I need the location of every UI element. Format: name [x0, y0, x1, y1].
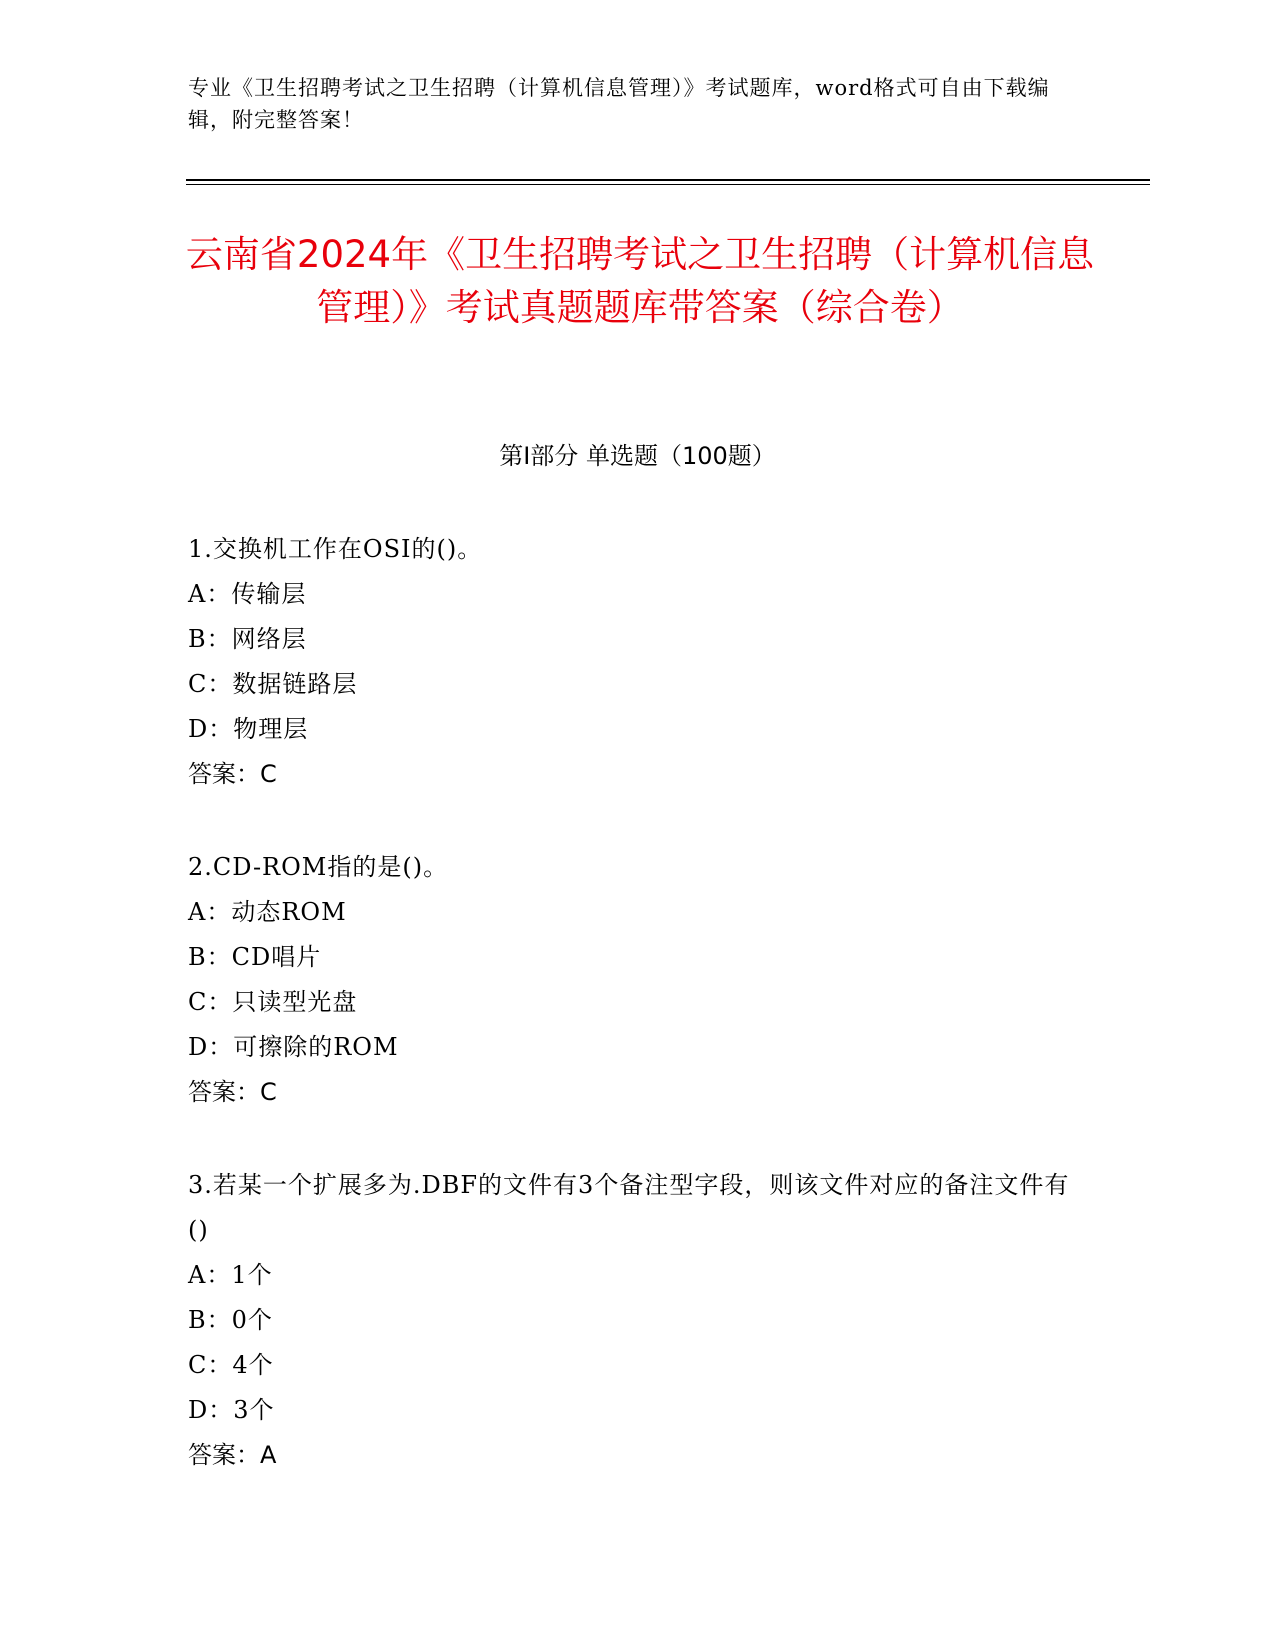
- header-divider-thick: [186, 179, 1150, 181]
- section-heading: 第Ⅰ部分 单选题（100题）: [499, 442, 776, 470]
- question-3: [188, 1163, 1088, 1478]
- answer: 答案：A: [188, 1441, 277, 1469]
- option-a: A：动态ROM: [188, 898, 347, 926]
- question-stem: 3.若某一个扩展多为.DBF的文件有3个备注型字段，则该文件对应的备注文件有(): [188, 1171, 1070, 1244]
- option-c: C：4个: [188, 1351, 274, 1379]
- option-a: A：传输层: [188, 580, 307, 608]
- option-d: D：物理层: [188, 715, 309, 743]
- header-divider-thin: [186, 184, 1150, 185]
- option-c: C：只读型光盘: [188, 988, 358, 1016]
- option-b: B：0个: [188, 1306, 273, 1334]
- option-c: C：数据链路层: [188, 670, 358, 698]
- option-b: B：CD唱片: [188, 943, 322, 971]
- option-a: A：1个: [188, 1261, 273, 1289]
- question-1: [188, 527, 1088, 797]
- question-stem: 1.交换机工作在OSI的()。: [188, 535, 483, 563]
- answer: 答案：C: [188, 1078, 277, 1106]
- option-b: B：网络层: [188, 625, 307, 653]
- question-2: [188, 845, 1088, 1115]
- document-title: 云南省2024年《卫生招聘考试之卫生招聘（计算机信息管理）》考试真题题库带答案（综合卷）: [185, 233, 1095, 329]
- option-d: D：可擦除的ROM: [188, 1033, 399, 1061]
- header-note: 专业《卫生招聘考试之卫生招聘（计算机信息管理）》考试题库，word格式可自由下载编辑，附完整答案！: [188, 76, 1050, 132]
- answer: 答案：C: [188, 760, 277, 788]
- question-stem: 2.CD-ROM指的是()。: [188, 853, 449, 881]
- option-d: D：3个: [188, 1396, 275, 1424]
